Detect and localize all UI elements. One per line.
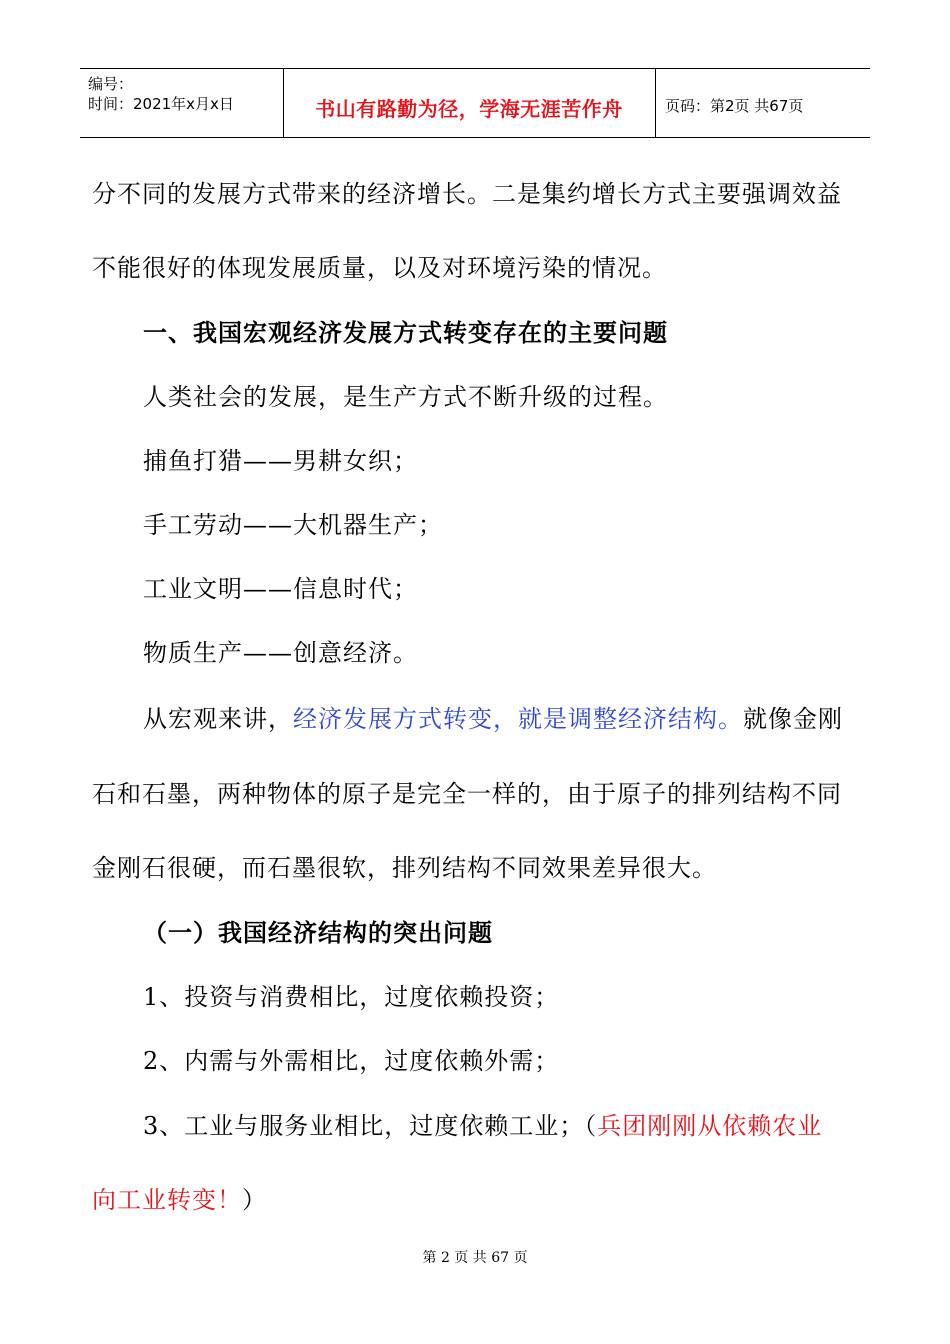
header-meta-cell: [80, 69, 284, 137]
paragraph-line: [143, 704, 843, 734]
list-item: 2、内需与外需相比，过度依赖外需；: [143, 1047, 560, 1075]
paragraph-text: 就像金刚: [743, 705, 843, 733]
paragraph-line: [92, 1185, 267, 1215]
paragraph-text: ）: [242, 1186, 267, 1214]
paragraph-text: 从宏观来讲，: [143, 705, 293, 733]
highlighted-text: 兵团刚刚从依赖农业: [597, 1112, 823, 1140]
paragraph-line: 人类社会的发展，是生产方式不断升级的过程。: [143, 383, 668, 411]
header-motto-cell: [283, 69, 656, 137]
list-item: 1、投资与消费相比，过度依赖投资；: [143, 983, 560, 1011]
header-table: [80, 68, 870, 138]
header-motto: 书山有路勤为径，学海无涯苦作舟: [315, 97, 623, 121]
list-item: 物质生产——创意经济。: [143, 639, 418, 667]
paragraph-line: 金刚石很硬，而石墨很软，排列结构不同效果差异很大。: [92, 854, 717, 882]
list-item: 手工劳动——大机器生产；: [143, 511, 443, 539]
paragraph-line: 分不同的发展方式带来的经济增长。二是集约增长方式主要强调效益: [92, 180, 842, 208]
paragraph-line: 石和石墨，两种物体的原子是完全一样的，由于原子的排列结构不同: [92, 780, 842, 808]
page-footer: 第 2 页 共 67 页: [422, 1250, 528, 1266]
paragraph-line: 不能很好的体现发展质量，以及对环境污染的情况。: [92, 254, 667, 282]
highlighted-text: 向工业转变！: [92, 1186, 242, 1214]
list-item: 捕鱼打猎——男耕女织；: [143, 447, 418, 475]
highlighted-text: 经济发展方式转变，就是调整经济结构。: [293, 705, 743, 733]
section-heading: 一、我国宏观经济发展方式转变存在的主要问题: [143, 319, 668, 347]
list-item: [143, 1111, 822, 1141]
subsection-heading: （一）我国经济结构的突出问题: [143, 919, 493, 947]
list-item: 工业文明——信息时代；: [143, 575, 418, 603]
document-time-label: 时间：2021年x月x日: [88, 95, 234, 113]
document-number-label: 编号：: [88, 75, 134, 93]
header-page-info: 页码：第2页 共67页: [665, 97, 804, 115]
header-page-cell: [655, 69, 870, 137]
list-item-text: 3、工业与服务业相比，过度依赖工业；（: [143, 1112, 598, 1140]
